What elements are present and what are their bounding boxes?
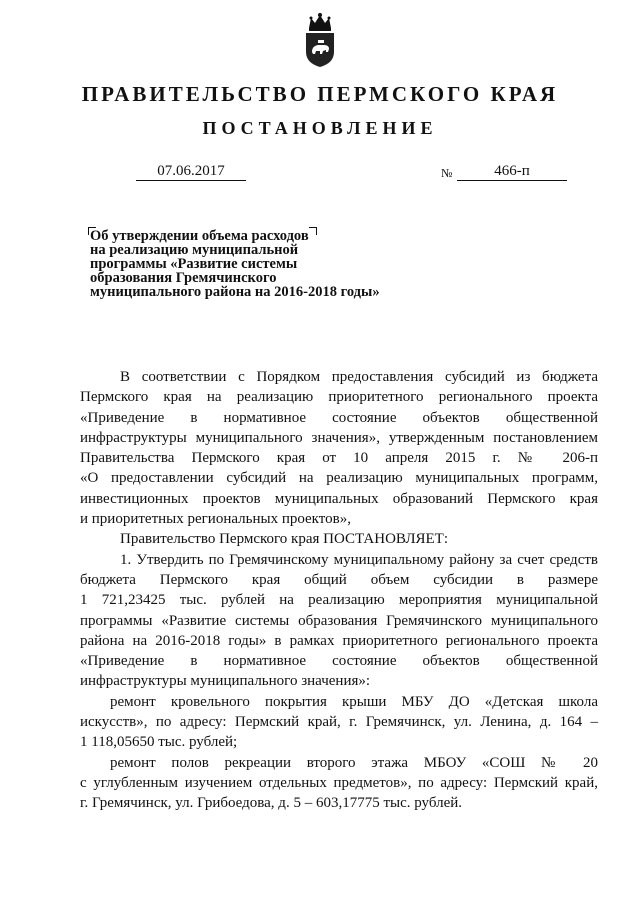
body-line: инфраструктуры муниципального значения», утвержденным постановлением xyxy=(80,429,598,446)
subject-line: на реализацию муниципальной xyxy=(90,242,299,258)
document-type: ПОСТАНОВЛЕНИЕ xyxy=(202,118,438,138)
document-number: 466-п xyxy=(457,162,567,181)
body-line: бюджета Пермского края общий объем субсидии в размере xyxy=(80,571,598,588)
body-line: «О предоставлении субсидий на реализацию муниципальных программ, xyxy=(80,470,598,487)
subject-line: Об утверждении объема расходов xyxy=(90,228,309,244)
document-body xyxy=(80,367,598,814)
body-line: и приоритетных региональных проектов», xyxy=(80,511,351,528)
body-line: ремонт полов рекреации второго этажа МБОУ «СОШ № 20 xyxy=(110,754,598,771)
body-line: ремонт кровельного покрытия крыши МБУ ДО «Детская школа xyxy=(110,693,598,710)
document-subject xyxy=(90,229,410,299)
subject-line: муниципального района на 2016-2018 годы» xyxy=(90,284,380,300)
body-line: Правительство Пермского края ПОСТАНОВЛЯЕТ: xyxy=(120,531,449,548)
body-line: 1. Утвердить по Гремячинскому муниципальному району за счет средств xyxy=(120,551,598,568)
body-line: 1 721,23425 тыс. рублей на реализацию мероприятия муниципальной xyxy=(80,592,598,609)
body-line: программы «Развитие системы образования Гремячинского муниципального xyxy=(80,612,598,629)
number-sign: № xyxy=(441,166,453,180)
subject-line: программы «Развитие системы xyxy=(90,256,298,272)
body-line: инфраструктуры муниципального значения»: xyxy=(80,673,371,690)
body-line: 1 118,05650 тыс. рублей; xyxy=(80,734,238,751)
body-line: Правительства Пермского края от 10 апреля 2015 г. № 206-п xyxy=(80,450,598,467)
body-line: г. Гремячинск, ул. Грибоедова, д. 5 – 603,17775 тыс. рублей. xyxy=(80,795,463,812)
document-date: 07.06.2017 xyxy=(136,162,246,181)
body-line: Пермского края на реализацию приоритетного регионального проекта xyxy=(80,389,598,406)
body-line: инвестиционных проектов муниципальных образований Пермского края xyxy=(80,490,598,507)
organization-title: ПРАВИТЕЛЬСТВО ПЕРМСКОГО КРАЯ xyxy=(81,82,559,106)
subject-line: образования Гремячинского xyxy=(90,270,277,286)
body-line: с углубленным изучением отдельных предметов», по адресу: Пермский край, xyxy=(80,774,598,791)
body-line: искусств», по адресу: Пермский край, г. Гремячинск, ул. Ленина, д. 164 – xyxy=(80,714,598,731)
body-line: района на 2016-2018 годы» в рамках приоритетного регионального проекта xyxy=(80,632,598,649)
body-line: «Приведение в нормативное состояние объектов общественной xyxy=(80,409,598,426)
body-line: «Приведение в нормативное состояние объектов общественной xyxy=(80,653,598,670)
coat-of-arms-icon xyxy=(302,12,338,68)
body-line: В соответствии с Порядком предоставления субсидий из бюджета xyxy=(120,369,598,385)
